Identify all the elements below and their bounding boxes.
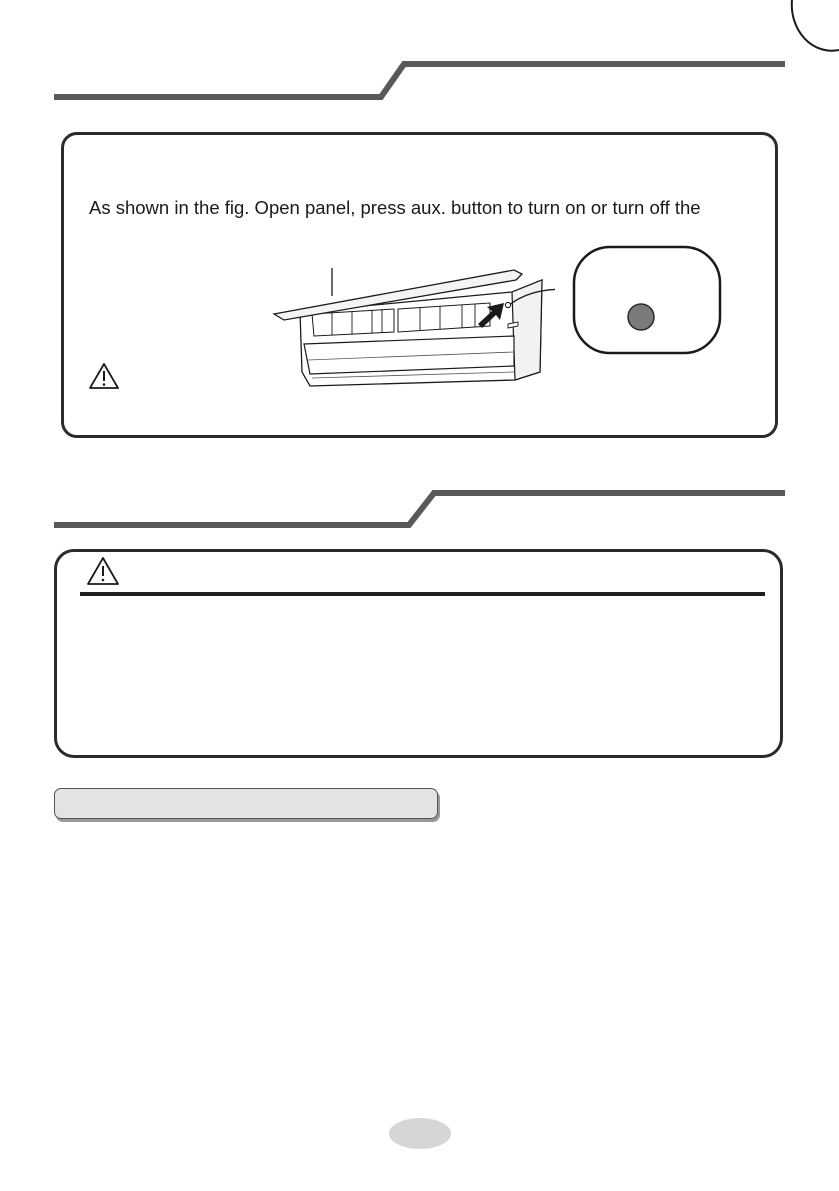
page-number-badge bbox=[389, 1118, 451, 1149]
warning-divider-rule bbox=[80, 592, 765, 596]
page-corner-arc bbox=[790, 0, 839, 60]
warning-triangle-icon bbox=[88, 362, 120, 390]
aux-button-zoom-bubble bbox=[572, 245, 722, 355]
warning-box bbox=[54, 549, 783, 758]
warning-triangle-icon bbox=[86, 556, 120, 586]
aux-button-icon bbox=[628, 304, 654, 330]
section-header-rule-1 bbox=[0, 55, 839, 105]
section-header-rule-2 bbox=[0, 485, 839, 535]
subsection-label-bar bbox=[54, 788, 438, 819]
instruction-text: As shown in the fig. Open panel, press aux. button to turn on or turn off the bbox=[89, 197, 701, 218]
air-conditioner-illustration bbox=[270, 262, 555, 392]
